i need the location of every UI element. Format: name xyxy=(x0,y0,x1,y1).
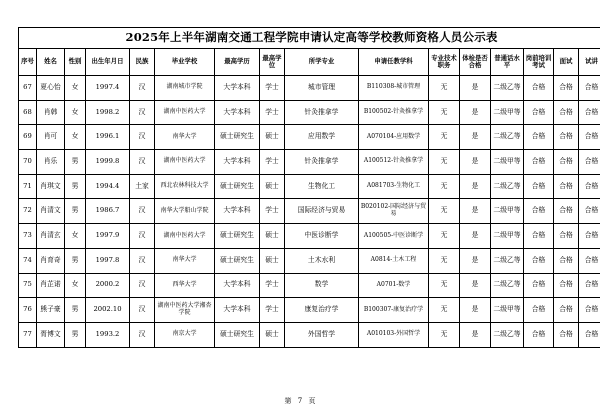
table-cell: A010103-外国哲学 xyxy=(359,322,429,347)
table-row xyxy=(19,298,600,323)
table-cell: 合格 xyxy=(524,76,554,101)
table-cell: 二级乙等 xyxy=(491,174,524,199)
table-cell: 硕士研究生 xyxy=(215,224,260,249)
table-cell: 肖清玄 xyxy=(37,224,65,249)
table-cell: B110308-城市管理 xyxy=(359,76,429,101)
table-cell: 西华大学 xyxy=(155,273,215,298)
page-suffix: 页 xyxy=(308,397,316,405)
table-cell: 是 xyxy=(460,199,491,224)
table-cell: 1994.4 xyxy=(86,174,130,199)
table-cell: 女 xyxy=(65,76,86,101)
table-cell: 合格 xyxy=(579,224,600,249)
table-cell: 无 xyxy=(429,125,460,150)
table-cell: 大学本科 xyxy=(215,273,260,298)
table-cell: A081703-生物化工 xyxy=(359,174,429,199)
table-cell: 无 xyxy=(429,100,460,125)
table-cell: 肖乐 xyxy=(37,150,65,175)
table-cell: 是 xyxy=(460,273,491,298)
table-row xyxy=(19,150,600,175)
table-cell: 无 xyxy=(429,248,460,273)
page-number: 7 xyxy=(297,397,303,405)
page-prefix: 第 xyxy=(284,397,292,405)
table-cell: 75 xyxy=(19,273,37,298)
column-header: 普通话水平 xyxy=(491,49,524,76)
table-row xyxy=(19,322,600,347)
table-cell: 72 xyxy=(19,199,37,224)
table-cell: A100512-针灸推拿学 xyxy=(359,150,429,175)
table-row xyxy=(19,224,600,249)
table-cell: A100505-中医诊断学 xyxy=(359,224,429,249)
table-cell: 男 xyxy=(65,322,86,347)
table-row xyxy=(19,174,600,199)
table-title: 2025年上半年湖南交通工程学院申请认定高等学校教师资格人员公示表 xyxy=(19,28,600,49)
table-cell: 二级甲等 xyxy=(491,224,524,249)
table-row xyxy=(19,125,600,150)
table-cell: 71 xyxy=(19,174,37,199)
table-cell: 硕士 xyxy=(260,248,285,273)
table-cell: 汉 xyxy=(130,199,155,224)
column-header: 专业技术职务 xyxy=(429,49,460,76)
table-cell: 合格 xyxy=(579,322,600,347)
table-cell: 硕士 xyxy=(260,224,285,249)
table-cell: 二级乙等 xyxy=(491,273,524,298)
table-body xyxy=(19,76,600,348)
table-cell: 合格 xyxy=(579,248,600,273)
table-cell: 是 xyxy=(460,150,491,175)
table-cell: A070104-应用数学 xyxy=(359,125,429,150)
table-cell: 是 xyxy=(460,100,491,125)
table-cell: 合格 xyxy=(524,100,554,125)
table-cell: 汉 xyxy=(130,100,155,125)
table-cell: 汉 xyxy=(130,150,155,175)
table-cell: 74 xyxy=(19,248,37,273)
table-cell: 1998.2 xyxy=(86,100,130,125)
table-cell: 合格 xyxy=(524,125,554,150)
table-cell: 1999.8 xyxy=(86,150,130,175)
table-cell: 合格 xyxy=(524,273,554,298)
table-cell: 无 xyxy=(429,150,460,175)
table-cell: 合格 xyxy=(554,125,579,150)
table-cell: 是 xyxy=(460,322,491,347)
table-cell: 合格 xyxy=(524,199,554,224)
table-cell: 学士 xyxy=(260,273,285,298)
table-cell: 汉 xyxy=(130,224,155,249)
table-cell: 合格 xyxy=(554,174,579,199)
table-cell: 是 xyxy=(460,125,491,150)
table-cell: 女 xyxy=(65,273,86,298)
table-cell: 男 xyxy=(65,199,86,224)
table-cell: 合格 xyxy=(579,150,600,175)
table-cell: 应用数学 xyxy=(285,125,359,150)
table-cell: 合格 xyxy=(579,100,600,125)
table-cell: 合格 xyxy=(554,273,579,298)
table-cell: 南华大学 xyxy=(155,248,215,273)
table-cell: A0701-数学 xyxy=(359,273,429,298)
table-cell: B100502-针灸推拿学 xyxy=(359,100,429,125)
table-cell: 肖可 xyxy=(37,125,65,150)
table-cell: 针灸推拿学 xyxy=(285,150,359,175)
table-cell: 数学 xyxy=(285,273,359,298)
table-cell: 夏心怡 xyxy=(37,76,65,101)
table-cell: 学士 xyxy=(260,150,285,175)
table-cell: 生物化工 xyxy=(285,174,359,199)
table-cell: 大学本科 xyxy=(215,76,260,101)
table-cell: 73 xyxy=(19,224,37,249)
table-row xyxy=(19,199,600,224)
table-cell: 二级乙等 xyxy=(491,125,524,150)
table-cell: 1996.1 xyxy=(86,125,130,150)
table-cell: 合格 xyxy=(579,199,600,224)
table-cell: 汉 xyxy=(130,248,155,273)
table-cell: 69 xyxy=(19,125,37,150)
table-cell: 外国哲学 xyxy=(285,322,359,347)
table-cell: 是 xyxy=(460,248,491,273)
table-cell: 无 xyxy=(429,298,460,323)
table-cell: 2002.10 xyxy=(86,298,130,323)
table-cell: 大学本科 xyxy=(215,298,260,323)
table-cell: 女 xyxy=(65,100,86,125)
table-cell: 合格 xyxy=(554,224,579,249)
table-cell: 合格 xyxy=(579,273,600,298)
table-cell: 汉 xyxy=(130,322,155,347)
table-cell: 无 xyxy=(429,199,460,224)
table-cell: 二级甲等 xyxy=(491,298,524,323)
table-cell: 二级甲等 xyxy=(491,199,524,224)
table-cell: 女 xyxy=(65,224,86,249)
table-row xyxy=(19,100,600,125)
table-cell: 是 xyxy=(460,174,491,199)
table-cell: 是 xyxy=(460,298,491,323)
column-header: 毕业学校 xyxy=(155,49,215,76)
table-cell: 1997.9 xyxy=(86,224,130,249)
table-cell: 学士 xyxy=(260,199,285,224)
table-cell: 大学本科 xyxy=(215,150,260,175)
table-cell: 无 xyxy=(429,224,460,249)
table-cell: 合格 xyxy=(554,298,579,323)
table-cell: 中医诊断学 xyxy=(285,224,359,249)
table-cell: 2000.2 xyxy=(86,273,130,298)
table-cell: 合格 xyxy=(554,322,579,347)
table-cell: 南华大学 xyxy=(155,125,215,150)
table-cell: 无 xyxy=(429,273,460,298)
table-cell: 湖南中医药大学 xyxy=(155,224,215,249)
table-cell: 合格 xyxy=(554,76,579,101)
table-cell: 胥博文 xyxy=(37,322,65,347)
column-header: 试讲 xyxy=(579,49,600,76)
table-cell: 硕士研究生 xyxy=(215,322,260,347)
table-cell: 汉 xyxy=(130,273,155,298)
table-cell: 肖育奇 xyxy=(37,248,65,273)
table-cell: 硕士研究生 xyxy=(215,248,260,273)
table-cell: B100307-康复治疗学 xyxy=(359,298,429,323)
table-cell: B020102-国际经济与贸易 xyxy=(359,199,429,224)
table-cell: 男 xyxy=(65,298,86,323)
table-cell: 女 xyxy=(65,125,86,150)
table-cell: 城市管理 xyxy=(285,76,359,101)
table-cell: 合格 xyxy=(579,76,600,101)
table-cell: 学士 xyxy=(260,298,285,323)
table-cell: 肖琪文 xyxy=(37,174,65,199)
table-cell: 康复治疗学 xyxy=(285,298,359,323)
table-cell: 68 xyxy=(19,100,37,125)
page-footer xyxy=(0,396,600,406)
column-header: 岗前培训考试 xyxy=(524,49,554,76)
roster-sheet xyxy=(18,27,599,348)
table-cell: 1993.2 xyxy=(86,322,130,347)
column-header: 最高学位 xyxy=(260,49,285,76)
table-cell: 学士 xyxy=(260,76,285,101)
table-cell: 土家 xyxy=(130,174,155,199)
table-cell: 合格 xyxy=(524,150,554,175)
column-header: 面试 xyxy=(554,49,579,76)
table-cell: 二级乙等 xyxy=(491,248,524,273)
table-cell: 二级甲等 xyxy=(491,100,524,125)
table-cell: 熊子豪 xyxy=(37,298,65,323)
table-cell: 肖清文 xyxy=(37,199,65,224)
table-cell: 合格 xyxy=(554,248,579,273)
table-cell: 合格 xyxy=(554,150,579,175)
table-cell: 合格 xyxy=(524,298,554,323)
table-cell: 汉 xyxy=(130,298,155,323)
table-cell: 汉 xyxy=(130,125,155,150)
table-cell: 肖韩 xyxy=(37,100,65,125)
table-cell: 男 xyxy=(65,248,86,273)
column-header: 体检是否合格 xyxy=(460,49,491,76)
table-cell: 合格 xyxy=(579,174,600,199)
table-cell: 无 xyxy=(429,322,460,347)
table-cell: 是 xyxy=(460,224,491,249)
column-header: 序号 xyxy=(19,49,37,76)
table-cell: 合格 xyxy=(524,322,554,347)
table-cell: 大学本科 xyxy=(215,100,260,125)
table-cell: 合格 xyxy=(579,298,600,323)
table-cell: 67 xyxy=(19,76,37,101)
table-cell: 硕士研究生 xyxy=(215,174,260,199)
column-header: 申请任教学科 xyxy=(359,49,429,76)
table-cell: 合格 xyxy=(524,248,554,273)
column-header: 最高学历 xyxy=(215,49,260,76)
table-cell: 77 xyxy=(19,322,37,347)
table-cell: 1986.7 xyxy=(86,199,130,224)
table-row xyxy=(19,273,600,298)
table-cell: 二级乙等 xyxy=(491,322,524,347)
table-cell: 土木水利 xyxy=(285,248,359,273)
table-cell: 西北农林科技大学 xyxy=(155,174,215,199)
table-cell: 是 xyxy=(460,76,491,101)
table-cell: 湖南城市学院 xyxy=(155,76,215,101)
table-cell: 湖南中医药大学 xyxy=(155,150,215,175)
table-cell: 合格 xyxy=(524,224,554,249)
table-row xyxy=(19,248,600,273)
header-row xyxy=(19,49,600,76)
table-cell: 硕士研究生 xyxy=(215,125,260,150)
column-header: 民族 xyxy=(130,49,155,76)
table-cell: 硕士 xyxy=(260,322,285,347)
table-cell: 湖南中医药大学湘杏学院 xyxy=(155,298,215,323)
table-cell: 1997.4 xyxy=(86,76,130,101)
table-cell: 合格 xyxy=(524,174,554,199)
table-cell: 国际经济与贸易 xyxy=(285,199,359,224)
table-cell: 湖南中医药大学 xyxy=(155,100,215,125)
table-cell: 肖芷诺 xyxy=(37,273,65,298)
table-cell: 1997.8 xyxy=(86,248,130,273)
table-cell: 硕士 xyxy=(260,174,285,199)
table-cell: 70 xyxy=(19,150,37,175)
column-header: 性别 xyxy=(65,49,86,76)
table-cell: 合格 xyxy=(554,199,579,224)
table-cell: 无 xyxy=(429,174,460,199)
table-cell: 大学本科 xyxy=(215,199,260,224)
table-cell: 南华大学船山学院 xyxy=(155,199,215,224)
table-cell: 男 xyxy=(65,150,86,175)
table-cell: A0814-土木工程 xyxy=(359,248,429,273)
column-header: 所学专业 xyxy=(285,49,359,76)
table-cell: 汉 xyxy=(130,76,155,101)
table-cell: 合格 xyxy=(579,125,600,150)
table-cell: 无 xyxy=(429,76,460,101)
column-header: 姓名 xyxy=(37,49,65,76)
table-cell: 硕士 xyxy=(260,125,285,150)
table-cell: 学士 xyxy=(260,100,285,125)
table-cell: 南京大学 xyxy=(155,322,215,347)
table-cell: 针灸推拿学 xyxy=(285,100,359,125)
table-cell: 二级甲等 xyxy=(491,150,524,175)
table-cell: 76 xyxy=(19,298,37,323)
table-cell: 二级乙等 xyxy=(491,76,524,101)
table-row xyxy=(19,76,600,101)
column-header: 出生年月日 xyxy=(86,49,130,76)
table-cell: 男 xyxy=(65,174,86,199)
roster-table xyxy=(18,27,600,348)
table-cell: 合格 xyxy=(554,100,579,125)
